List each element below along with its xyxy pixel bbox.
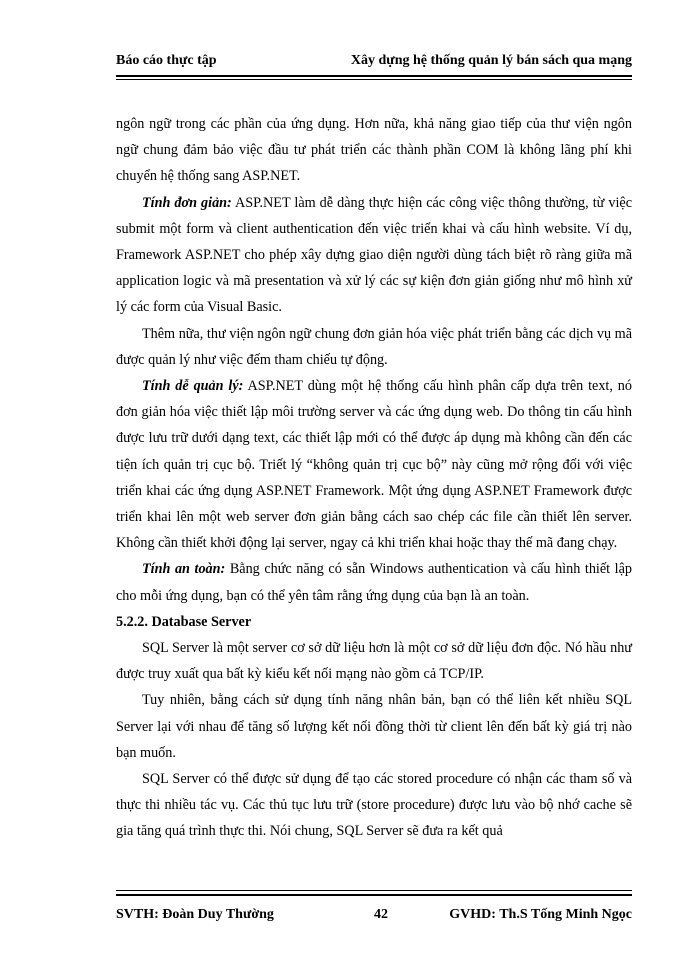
paragraph-lead: Tính đơn giản:: [142, 194, 232, 211]
footer-student: SVTH: Đoàn Duy Thường: [116, 907, 274, 922]
section-heading: 5.2.2. Database Server: [116, 613, 252, 630]
paragraph-text: Bằng chức năng có sẵn Windows authentication và cấu hình thiết lập cho mỗi ứng dụng, bạn có thể yên tâm rằng ứng dụng của bạn là an toàn.: [116, 561, 632, 604]
page-number: 42: [374, 907, 388, 922]
paragraph: [116, 373, 632, 556]
paragraph-lead: Tính dễ quản lý:: [142, 378, 244, 395]
paragraph-text: ASP.NET dùng một hệ thống cấu hình phân cấp dựa trên text, nó đơn giản hóa việc thiết lập môi trường server và các ứng dụng web. Do thông tin cấu hình được lưu trữ dưới dạng text, các thiết lập mới có thể được áp dụng mà không cần đến các tiện ích quản trị cục bộ. Triết lý “không quản trị cục bộ” này cũng mở rộng đối với việc triển khai các ứng dụng ASP.NET Framework. Một ứng dụng ASP.NET Framework được triển khai lên một web server đơn giản bằng cách sao chép các file cần thiết lên server. Không cần thiết khởi động lại server, ngay cả khi triển khai hoặc thay thế mã đang chạy.: [116, 378, 632, 552]
paragraph-lead: Tính an toàn:: [142, 561, 226, 578]
footer-rule-thin: [116, 890, 632, 891]
header-project-title: Xây dựng hệ thống quản lý bán sách qua mạng: [350, 53, 632, 68]
page-header: [116, 52, 632, 70]
paragraph: SQL Server có thể được sử dụng để tạo các stored procedure có nhận các tham số và thực thi nhiều tác vụ. Các thủ tục lưu trữ (store procedure) được lưu vào bộ nhớ cache sẽ gia tăng quá trình thực thi. Nói chung, SQL Server sẽ đưa ra kết quả: [116, 771, 632, 840]
page-body: [116, 111, 632, 845]
paragraph-text: ASP.NET làm dễ dàng thực hiện các công việc thông thường, từ việc submit một form và client authentication đến việc triển khai và cấu hình website. Ví dụ, Framework ASP.NET cho phép xây dựng giao diện người dùng tách biệt rõ ràng giữa mã application logic và mã presentation và xử lý các sự kiện đơn giản giống như mô hình xử lý các form của Visual Basic.: [116, 194, 633, 316]
header-rule-thin: [116, 79, 632, 80]
paragraph: ngôn ngữ trong các phần của ứng dụng. Hơn nữa, khả năng giao tiếp của thư viện ngôn ngữ chung đảm bảo việc đầu tư phát triển các thành phần COM là không lãng phí khi chuyển hệ thống sang ASP.NET.: [116, 116, 632, 185]
footer-advisor: GVHD: Th.S Tống Minh Ngọc: [449, 907, 632, 922]
paragraph: Thêm nữa, thư viện ngôn ngữ chung đơn giản hóa việc phát triển bằng các dịch vụ mã được quản lý như việc đếm tham chiếu tự động.: [116, 325, 632, 368]
paragraph: [116, 556, 632, 608]
paragraph: [116, 190, 632, 321]
paragraph: Tuy nhiên, bằng cách sử dụng tính năng nhân bản, bạn có thể liên kết nhiều SQL Server lại với nhau để tăng số lượng kết nối đồng thời từ client lên đến bất kỳ giá trị nào bạn muốn.: [116, 692, 632, 761]
paragraph: SQL Server là một server cơ sở dữ liệu hơn là một cơ sở dữ liệu đơn độc. Nó hầu như được truy xuất qua bất kỳ kiểu kết nối mạng nào gồm cả TCP/IP.: [116, 640, 632, 683]
header-report-title: Báo cáo thực tập: [116, 53, 217, 68]
header-rule-thick: [116, 75, 632, 77]
footer-rule-thick: [116, 894, 632, 896]
